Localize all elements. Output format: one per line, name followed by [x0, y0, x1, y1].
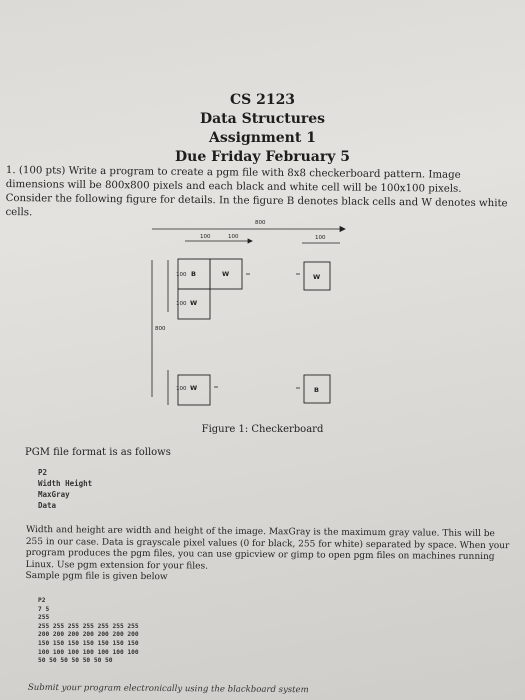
- cell-bottom-w-letter: W: [190, 384, 198, 392]
- cell-row1-right-letter: W: [313, 273, 321, 281]
- top-total-label: 800: [255, 220, 266, 226]
- sample-line: 150 150 150 150 150 150 150: [38, 639, 139, 647]
- sample-line: 255 255 255 255 255 255 255: [38, 622, 139, 630]
- figure-caption: Figure 1: Checkerboard: [201, 424, 324, 435]
- due-date: Due Friday February 5: [175, 149, 350, 165]
- format-line: Width Height: [38, 479, 93, 488]
- sample-line: 50 50 50 50 50 50 50: [38, 657, 113, 665]
- pgm-description: [25, 525, 510, 587]
- checkerboard-figure: [140, 212, 500, 422]
- format-line: P2: [38, 468, 48, 477]
- row1-dim-label: 100: [176, 272, 187, 278]
- row-bottom-dim-label: 100: [176, 386, 187, 392]
- format-line: Data: [38, 501, 57, 510]
- assignment-title: Assignment 1: [209, 130, 316, 146]
- subject-title: Data Structures: [199, 111, 326, 127]
- sample-line: 100 100 100 100 100 100 100: [38, 648, 139, 656]
- course-title: CS 2123: [229, 92, 296, 108]
- sample-line: 200 200 200 200 200 200 200: [38, 631, 139, 639]
- cell-row1-b-letter: B: [191, 270, 196, 278]
- cell-bottom-right-letter: B: [314, 386, 319, 394]
- submission-note: Submit your program electronically using the blackboard system: [27, 682, 309, 696]
- top-right-label: 100: [315, 235, 326, 241]
- pgm-format-block: [38, 467, 92, 511]
- cell-row1-w-letter: W: [222, 270, 230, 278]
- sample-line: P2: [38, 597, 46, 604]
- problem-text: Write a program to create a pgm file with 8x8 checkerboard pattern. Image dimensions will be 800x800 pixels and each black and white cell will be 100x100 pixels. Consider the following figure for details. In the figure B denotes black cells and W denotes white cells.: [5, 165, 508, 219]
- format-line: MaxGray: [38, 490, 70, 499]
- sample-line: 7 5: [38, 605, 50, 613]
- top-cell2-label: 100: [228, 234, 239, 240]
- problem-points: (100 pts): [18, 165, 66, 177]
- pgm-format-intro: PGM file format is as follows: [25, 447, 171, 458]
- sample-pgm-block: [38, 597, 139, 666]
- sample-line: 255: [38, 614, 50, 622]
- pgm-paragraph: Width and height are width and height of the image. MaxGray is the maximum gray value. This will be 255 in our case. Data is grayscale pixel values (0 for black, 255 for white) separated by space. When your program produces the pgm files, you can use gpicview or gimp to open pgm files on machines running Linux. Use pgm extension for your files.: [25, 525, 510, 572]
- row2-dim-label: 100: [176, 301, 187, 307]
- side-total-label: 800: [155, 326, 166, 332]
- sample-label: Sample pgm file is given below: [25, 570, 168, 583]
- top-cell1-label: 100: [200, 234, 211, 240]
- problem-number: 1.: [5, 164, 16, 177]
- cell-row2-w-letter: W: [190, 299, 198, 307]
